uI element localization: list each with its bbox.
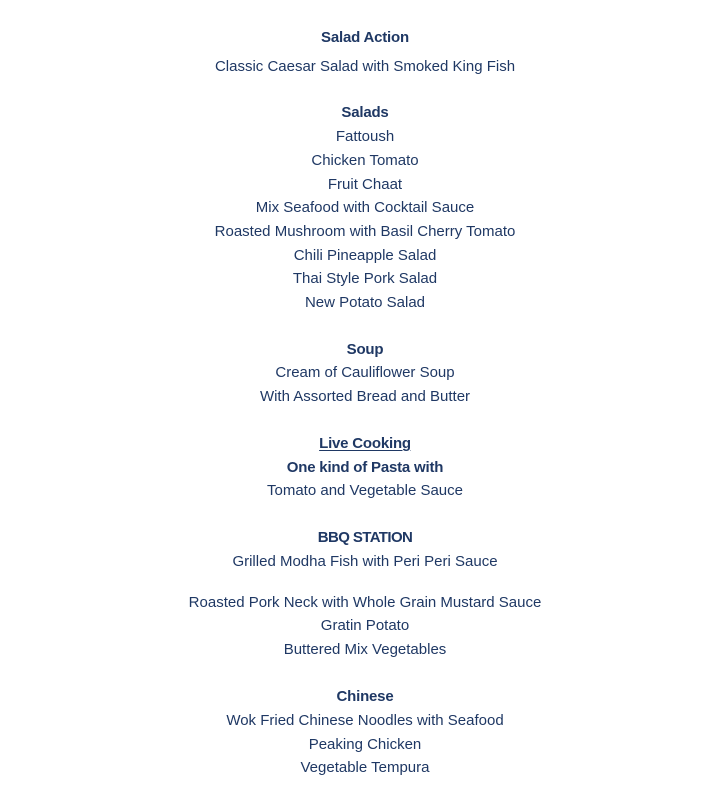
menu-item: Tomato and Vegetable Sauce bbox=[267, 482, 463, 499]
section-subheading-pasta: One kind of Pasta with bbox=[286, 459, 444, 476]
menu-item: Mix Seafood with Cocktail Sauce bbox=[255, 199, 475, 216]
menu-item: Classic Caesar Salad with Smoked King Fish bbox=[214, 58, 516, 75]
menu-item: Cream of Cauliflower Soup bbox=[275, 364, 455, 381]
section-heading-live-cooking: Live Cooking bbox=[319, 435, 411, 452]
menu-item: Grilled Modha Fish with Peri Peri Sauce bbox=[232, 553, 498, 570]
menu-item: Thai Style Pork Salad bbox=[292, 270, 438, 287]
menu-item: Wok Fried Chinese Noodles with Seafood bbox=[226, 712, 504, 729]
menu-item: Chili Pineapple Salad bbox=[293, 247, 437, 264]
section-heading-chinese: Chinese bbox=[336, 688, 394, 705]
section-heading-soup: Soup bbox=[346, 341, 384, 358]
menu-item: Buttered Mix Vegetables bbox=[283, 641, 447, 658]
menu-item: Gratin Potato bbox=[320, 617, 410, 634]
menu-item: Fruit Chaat bbox=[327, 176, 403, 193]
menu-item: With Assorted Bread and Butter bbox=[259, 388, 471, 405]
menu-item: Peaking Chicken bbox=[308, 736, 422, 753]
menu-item: Vegetable Tempura bbox=[300, 759, 430, 776]
menu-item: Roasted Mushroom with Basil Cherry Tomato bbox=[214, 223, 516, 240]
section-heading-bbq-station: BBQ STATION bbox=[317, 529, 413, 546]
menu-item: Chicken Tomato bbox=[311, 152, 419, 169]
menu-item: Roasted Pork Neck with Whole Grain Mustard Sauce bbox=[188, 594, 542, 611]
section-heading-salads: Salads bbox=[341, 104, 389, 121]
menu-item: Fattoush bbox=[335, 128, 395, 145]
section-heading-salad-action: Salad Action bbox=[321, 29, 409, 46]
menu-item: New Potato Salad bbox=[304, 294, 426, 311]
